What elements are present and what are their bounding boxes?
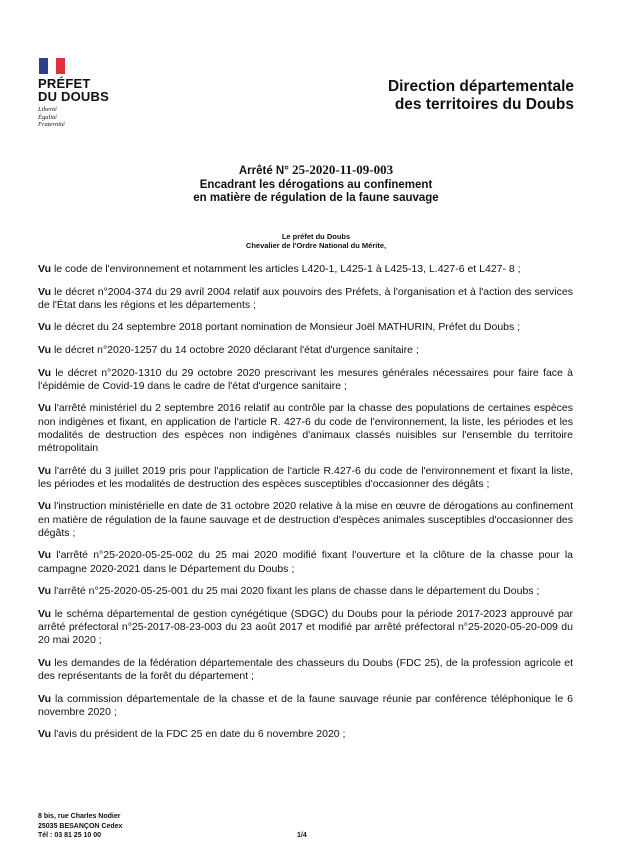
visa-paragraph [38,465,573,491]
prefet-logo [38,58,128,129]
visa-text: le schéma départemental de gestion cynégétique (SDGC) du Doubs pour la période 2017-2023 approuvé par arrêté préfectoral n°25-2017-08-23-003 du 23 août 2017 et modifié par arrêté préfectoral n°25-2020-05-20-009 du 20 mai 2020 ; [38,607,573,647]
footer-city: 25035 BESANÇON Cedex [38,822,123,830]
visa-paragraph [38,585,573,598]
vu-label: Vu [38,366,52,379]
prefet-line1: Le préfet du Doubs [281,232,351,241]
arrete-heading [0,163,632,206]
motto-egalite: Égalité [38,113,57,121]
arrete-title [0,163,632,179]
vu-label: Vu [38,343,52,356]
visa-paragraph [38,608,573,648]
arrete-number: 25-2020-11-09-003 [292,162,394,177]
visa-text: l'arrêté du 3 juillet 2019 pris pour l'application de l'article R.427-6 du code de l'environnement et fixant la liste, les périodes et les modalités de destruction des espèces susceptibles d'occasionner des dégâts ; [38,464,574,490]
vu-label: Vu [38,500,52,513]
logo-prefet-line1: PRÉFET [38,76,91,91]
vu-label: Vu [38,585,52,598]
vu-label: Vu [38,285,52,298]
vu-label: Vu [38,549,52,562]
footer-street: 8 bis, rue Charles Nodier [38,813,121,820]
visa-paragraph [38,657,573,683]
visa-paragraph [38,286,573,312]
visa-text: la commission départementale de la chasse et de la faune sauvage réunie par conférence téléphonique le 6 novembre 2020 ; [38,692,573,718]
page-number: 1/4 [297,832,307,839]
vu-label: Vu [38,692,52,705]
vu-label: Vu [38,464,52,477]
prefet-signatory [0,232,632,250]
visa-text: le décret n°2004-374 du 29 avril 2004 relatif aux pouvoirs des Préfets, à l'organisation et à l'action des services de l'État dans les régions et les départements ; [38,285,573,311]
arrete-subtitle-line1: Encadrant les dérogations au confinement [199,178,433,191]
logo-prefet-line2: DU DOUBS [38,89,109,104]
arrete-subtitle-line2: en matière de régulation de la faune sauvage [193,192,439,204]
vu-label: Vu [38,607,52,620]
prefet-line2: Chevalier de l'Ordre National du Mérite, [245,241,387,250]
vu-label: Vu [38,728,52,741]
vu-label: Vu [38,263,52,275]
issuing-direction [388,78,574,114]
visa-text: l'avis du président de la FDC 25 en date du 6 novembre 2020 ; [53,728,346,741]
vu-label: Vu [38,402,52,415]
visa-paragraph [38,321,573,334]
footer-phone: Tél : 03 81 25 10 00 [38,832,102,839]
visas-list [38,263,573,751]
visa-paragraph [38,263,573,276]
footer-address [38,812,122,841]
marianne-flag-icon [39,58,65,74]
motto-liberte: Liberté [38,106,57,113]
visa-paragraph [38,728,573,741]
visa-text: l'arrêté n°25-2020-05-25-001 du 25 mai 2020 fixant les plans de chasse dans le département du Doubs ; [53,585,540,598]
visa-text: l'arrêté ministériel du 2 septembre 2016 relatif au contrôle par la chasse des populations de certaines espèces non indigènes et fixant, en application de l'article R. 427-6 du code de l'environnement, la liste, les périodes et les modalités de destruction des espèces non indigènes d'animaux classés nuisibles sur l'ensemble du territoire métropolitain [38,402,573,454]
vu-label: Vu [38,656,52,669]
visa-text: le code de l'environnement et notamment les articles L420-1, L425-1 à L425-13, L.427-6 et L427- 8 ; [53,263,521,275]
visa-paragraph [38,549,573,575]
arrete-label: Arrêté N° [238,165,289,177]
visa-text: l'instruction ministérielle en date de 31 octobre 2020 relative à la mise en œuvre de dérogations au confinement en matière de régulation de la faune sauvage et de destruction d'espèces animales susceptibles d'occasionner des dégâts ; [38,500,573,539]
visa-paragraph [38,693,573,719]
visa-paragraph [38,344,573,357]
vu-label: Vu [38,321,52,334]
direction-line2: des territoires du Doubs [394,96,574,113]
visa-text: le décret du 24 septembre 2018 portant nomination de Monsieur Joël MATHURIN, Préfet du Doubs ; [53,321,521,334]
motto-fraternite: Fraternité [38,121,65,128]
visa-text: l'arrêté n°25-2020-05-25-002 du 25 mai 2020 modifié fixant l'ouverture et la clôture de la chasse pour la campagne 2020-2021 dans le Département du Doubs ; [38,549,573,575]
visa-paragraph [38,367,573,393]
direction-line1: Direction départementale [387,78,574,95]
visa-paragraph [38,402,573,455]
logo-motto [38,106,128,129]
visa-paragraph [38,500,573,540]
visa-text: le décret n°2020-1310 du 29 octobre 2020 prescrivant les mesures générales nécessaires pour faire face à l'épidémie de Covid-19 dans le cadre de l'état d'urgence sanitaire ; [38,366,573,392]
visa-text: le décret n°2020-1257 du 14 octobre 2020 déclarant l'état d'urgence sanitaire ; [53,343,419,356]
visa-text: les demandes de la fédération départementale des chasseurs du Doubs (FDC 25), de la profession agricole et des représentants de la forêt du département ; [38,656,573,682]
